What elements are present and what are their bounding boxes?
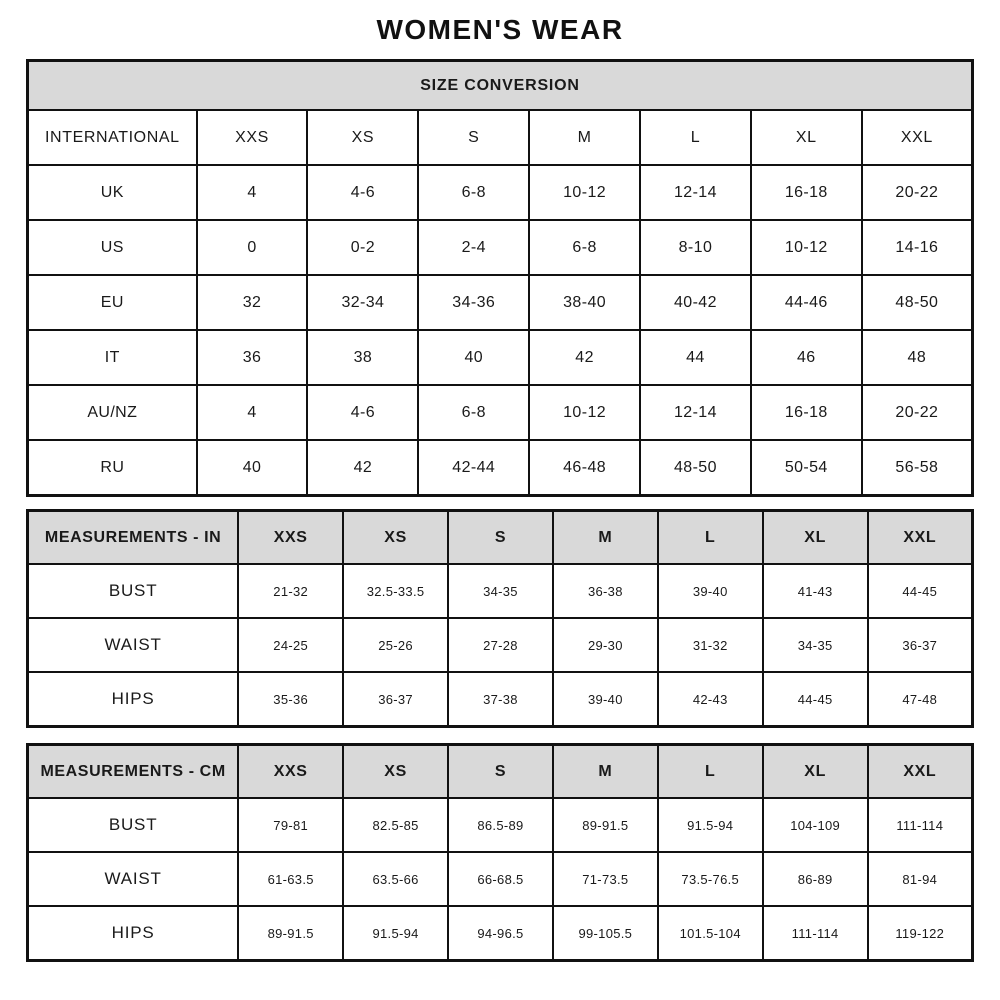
measure-cell: 37-38 [448, 672, 553, 727]
measure-cell: 36-38 [553, 564, 658, 618]
size-cell: 8-10 [640, 220, 751, 275]
size-col-header-xxs: XXS [197, 110, 308, 165]
size-cell: 38-40 [529, 275, 640, 330]
measure-cell: 27-28 [448, 618, 553, 672]
size-cell: 16-18 [751, 165, 862, 220]
size-cell: 10-12 [751, 220, 862, 275]
measure-cell: 61-63.5 [238, 852, 343, 906]
row-label-us: US [28, 220, 197, 275]
size-cell: 2-4 [418, 220, 529, 275]
size-col-header-s: S [418, 110, 529, 165]
table-row-eu [28, 275, 973, 330]
size-cell: 32-34 [307, 275, 418, 330]
size-cell: 42-44 [418, 440, 529, 496]
row-label-waist: WAIST [28, 852, 239, 906]
size-cell: 38 [307, 330, 418, 385]
size-col-header-xxl: XXL [862, 110, 973, 165]
size-cell: 42 [529, 330, 640, 385]
size-col-header-m: M [553, 745, 658, 799]
row-label-uk: UK [28, 165, 197, 220]
measure-cell: 63.5-66 [343, 852, 448, 906]
size-cell: 4-6 [307, 385, 418, 440]
measurements-cm-table [26, 743, 974, 962]
table-header-row [28, 745, 973, 799]
size-cell: 10-12 [529, 165, 640, 220]
size-col-header-xxl: XXL [868, 745, 973, 799]
table-row-ru [28, 440, 973, 496]
row-label-bust: BUST [28, 798, 239, 852]
measure-cell: 91.5-94 [343, 906, 448, 961]
table-row-uk [28, 165, 973, 220]
size-cell: 34-36 [418, 275, 529, 330]
size-col-header-xxs: XXS [238, 511, 343, 565]
size-cell: 48-50 [640, 440, 751, 496]
measure-cell: 35-36 [238, 672, 343, 727]
size-conversion-table [26, 59, 974, 497]
size-col-header-xl: XL [763, 745, 868, 799]
measure-cell: 34-35 [448, 564, 553, 618]
measurements-in-table [26, 509, 974, 728]
size-cell: 4-6 [307, 165, 418, 220]
measure-cell: 39-40 [658, 564, 763, 618]
size-cell: 46-48 [529, 440, 640, 496]
size-col-header-m: M [529, 110, 640, 165]
size-cell: 12-14 [640, 165, 751, 220]
measure-cell: 31-32 [658, 618, 763, 672]
measure-cell: 89-91.5 [553, 798, 658, 852]
size-col-header-l: L [658, 745, 763, 799]
measure-cell: 89-91.5 [238, 906, 343, 961]
size-cell: 42 [307, 440, 418, 496]
measure-cell: 32.5-33.5 [343, 564, 448, 618]
column-header-international: INTERNATIONAL [28, 110, 197, 165]
size-cell: 40-42 [640, 275, 751, 330]
measure-cell: 73.5-76.5 [658, 852, 763, 906]
measure-cell: 99-105.5 [553, 906, 658, 961]
measure-cell: 47-48 [868, 672, 973, 727]
size-cell: 32 [197, 275, 308, 330]
size-cell: 6-8 [529, 220, 640, 275]
table-row-us [28, 220, 973, 275]
measure-cell: 81-94 [868, 852, 973, 906]
measure-cell: 111-114 [763, 906, 868, 961]
size-cell: 20-22 [862, 385, 973, 440]
row-label-ru: RU [28, 440, 197, 496]
size-cell: 0-2 [307, 220, 418, 275]
measure-cell: 111-114 [868, 798, 973, 852]
measure-cell: 79-81 [238, 798, 343, 852]
measure-cell: 36-37 [868, 618, 973, 672]
measure-cell: 101.5-104 [658, 906, 763, 961]
measure-cell: 24-25 [238, 618, 343, 672]
size-col-header-xl: XL [763, 511, 868, 565]
size-conversion-header: SIZE CONVERSION [28, 61, 973, 111]
measure-cell: 41-43 [763, 564, 868, 618]
row-label-it: IT [28, 330, 197, 385]
size-cell: 20-22 [862, 165, 973, 220]
measure-cell: 94-96.5 [448, 906, 553, 961]
measure-cell: 86.5-89 [448, 798, 553, 852]
size-cell: 14-16 [862, 220, 973, 275]
table-header-row [28, 511, 973, 565]
measurements-cm-header: MEASUREMENTS - CM [28, 745, 239, 799]
size-cell: 44-46 [751, 275, 862, 330]
size-cell: 12-14 [640, 385, 751, 440]
table-row-hips-in [28, 672, 973, 727]
table-row-bust-cm [28, 798, 973, 852]
measure-cell: 44-45 [868, 564, 973, 618]
size-cell: 56-58 [862, 440, 973, 496]
size-cell: 10-12 [529, 385, 640, 440]
size-cell: 6-8 [418, 385, 529, 440]
measure-cell: 86-89 [763, 852, 868, 906]
size-cell: 40 [418, 330, 529, 385]
table-header-row [28, 61, 973, 111]
size-cell: 0 [197, 220, 308, 275]
size-col-header-s: S [448, 511, 553, 565]
size-col-header-xxs: XXS [238, 745, 343, 799]
size-col-header-l: L [658, 511, 763, 565]
measure-cell: 36-37 [343, 672, 448, 727]
size-col-header-xs: XS [343, 511, 448, 565]
measure-cell: 71-73.5 [553, 852, 658, 906]
row-label-aunz: AU/NZ [28, 385, 197, 440]
table-row-hips-cm [28, 906, 973, 961]
size-cell: 46 [751, 330, 862, 385]
size-cell: 6-8 [418, 165, 529, 220]
table-row-it [28, 330, 973, 385]
size-cell: 40 [197, 440, 308, 496]
size-col-header-s: S [448, 745, 553, 799]
row-label-hips: HIPS [28, 672, 239, 727]
table-row-bust-in [28, 564, 973, 618]
table-row-waist-cm [28, 852, 973, 906]
size-col-header-xs: XS [343, 745, 448, 799]
measure-cell: 104-109 [763, 798, 868, 852]
size-col-header-xxl: XXL [868, 511, 973, 565]
size-col-header-l: L [640, 110, 751, 165]
size-cell: 4 [197, 165, 308, 220]
size-col-header-m: M [553, 511, 658, 565]
page-title: WOMEN'S WEAR [376, 14, 624, 45]
size-cell: 36 [197, 330, 308, 385]
measure-cell: 34-35 [763, 618, 868, 672]
measure-cell: 21-32 [238, 564, 343, 618]
measure-cell: 119-122 [868, 906, 973, 961]
measure-cell: 66-68.5 [448, 852, 553, 906]
row-label-bust: BUST [28, 564, 239, 618]
measure-cell: 29-30 [553, 618, 658, 672]
size-cell: 48-50 [862, 275, 973, 330]
table-row-aunz [28, 385, 973, 440]
size-labels-row [28, 110, 973, 165]
row-label-eu: EU [28, 275, 197, 330]
measure-cell: 42-43 [658, 672, 763, 727]
measure-cell: 25-26 [343, 618, 448, 672]
size-cell: 16-18 [751, 385, 862, 440]
size-cell: 44 [640, 330, 751, 385]
row-label-waist: WAIST [28, 618, 239, 672]
size-col-header-xl: XL [751, 110, 862, 165]
measure-cell: 39-40 [553, 672, 658, 727]
size-cell: 48 [862, 330, 973, 385]
measure-cell: 44-45 [763, 672, 868, 727]
measure-cell: 82.5-85 [343, 798, 448, 852]
size-cell: 4 [197, 385, 308, 440]
measurements-in-header: MEASUREMENTS - IN [28, 511, 239, 565]
table-row-waist-in [28, 618, 973, 672]
size-cell: 50-54 [751, 440, 862, 496]
size-col-header-xs: XS [307, 110, 418, 165]
row-label-hips: HIPS [28, 906, 239, 961]
measure-cell: 91.5-94 [658, 798, 763, 852]
